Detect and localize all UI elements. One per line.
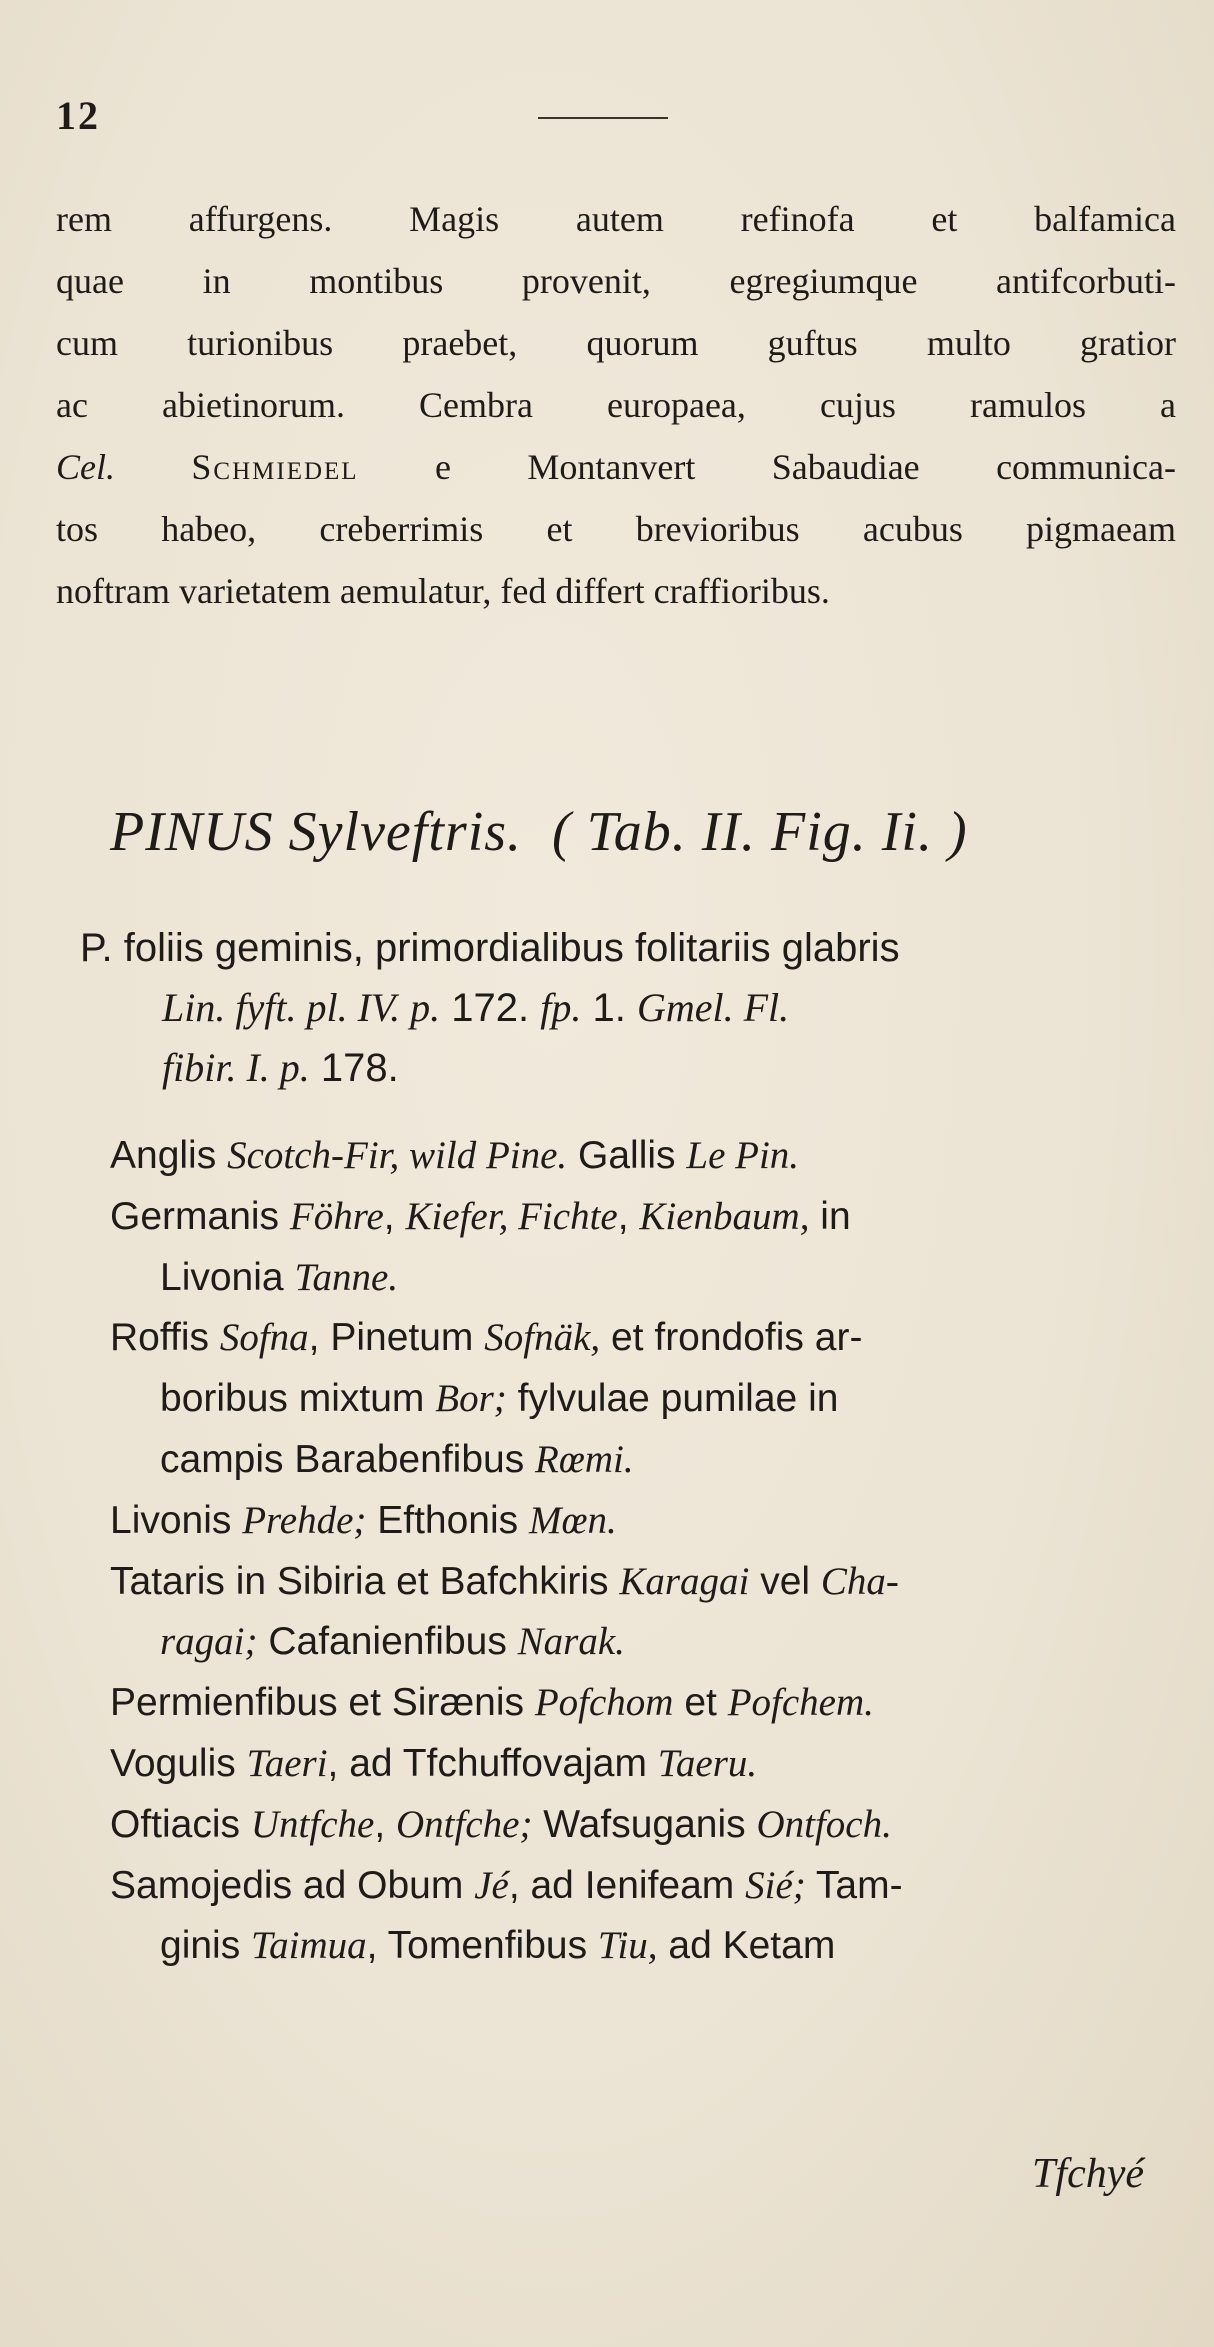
synonym-line: [110, 1856, 1170, 1917]
text-run: Oftiacis: [110, 1802, 251, 1846]
synonym-line: [110, 1248, 1170, 1309]
abbrev-cel: Cel.: [56, 447, 115, 487]
text-run: Gallis: [567, 1134, 687, 1177]
synonym-line: [110, 1369, 1170, 1430]
text-run: Permienfibus et Sirænis: [110, 1681, 535, 1725]
synonym-line: [110, 1734, 1170, 1795]
citation: fp.: [540, 985, 582, 1030]
catchword: Tfchyé: [1032, 2151, 1144, 2197]
text-run: , Pinetum: [308, 1316, 485, 1360]
synonym-line: [110, 1552, 1170, 1613]
page-header: [56, 92, 1214, 142]
text-run: ,: [383, 1194, 406, 1238]
vernacular-name: Ontfche;: [396, 1802, 533, 1846]
plate-reference: ( Tab. II. Fig. Ii. ): [552, 801, 968, 863]
text-run: fylvulae pumilae in: [506, 1377, 839, 1421]
text-line: [56, 436, 1176, 498]
vernacular-name: Tiu,: [597, 1924, 658, 1968]
page-number: 12: [56, 93, 100, 138]
text-run: ,: [374, 1802, 397, 1846]
text-run: 178.: [309, 1046, 399, 1090]
vernacular-name: Kienbaum,: [639, 1194, 810, 1238]
vernacular-name: Rœmi.: [535, 1437, 634, 1481]
vernacular-name: Prehde;: [242, 1498, 367, 1542]
text-line: noftram varietatem aemulatur, fed differt craffioribus.: [56, 571, 830, 611]
text-run: Cafanienfibus: [257, 1620, 518, 1664]
vernacular-name: Jé: [474, 1863, 509, 1907]
vernacular-name: Mœn.: [529, 1498, 617, 1542]
text-run: , ad Tfchuffovajam: [327, 1741, 658, 1785]
synonym-line: [110, 1795, 1170, 1856]
text-line: quae in montibus provenit, egregiumque antifcorbuti-: [56, 261, 1176, 301]
text-line: cum turionibus praebet, quorum guftus multo gratior: [56, 323, 1176, 363]
vernacular-name: Sofna: [219, 1316, 309, 1360]
vernacular-name: Sofnäk,: [484, 1316, 601, 1360]
vernacular-name: Pofchem.: [727, 1681, 874, 1725]
text-run: Roffis: [110, 1316, 220, 1360]
synonym-line: [110, 1916, 1170, 1977]
text-run: Samojedis ad Obum: [110, 1863, 475, 1907]
text-run: ad Ketam: [657, 1924, 836, 1968]
vernacular-name: Ontfoch.: [756, 1802, 892, 1846]
vernacular-name: Narak.: [517, 1620, 625, 1664]
diagnosis-line: [80, 1038, 1170, 1098]
species-heading: [110, 800, 968, 864]
text-run: Tam-: [805, 1863, 903, 1907]
vernacular-name: Taeri: [246, 1741, 328, 1785]
text-run: Efthonis: [366, 1498, 529, 1542]
header-rule: [538, 117, 668, 119]
text-run: , Tomenfibus: [366, 1924, 598, 1968]
synonym-line: [110, 1612, 1170, 1673]
synonym-line: [110, 1491, 1170, 1552]
text-run: ginis: [160, 1924, 252, 1968]
vernacular-name: Tanne.: [294, 1255, 399, 1299]
text-run: Germanis: [110, 1194, 290, 1238]
vernacular-names: [110, 1126, 1170, 1977]
text-run: Livonis: [110, 1498, 243, 1542]
vernacular-name: Bor;: [435, 1377, 507, 1421]
diagnosis-line: P. foliis geminis, primordialibus folitariis glabris: [80, 926, 900, 970]
vernacular-name: Taeru.: [657, 1741, 758, 1785]
intro-paragraph: [56, 188, 1176, 622]
vernacular-name: Taimua: [251, 1924, 367, 1968]
synonym-line: [110, 1430, 1170, 1491]
text-run: Vogulis: [110, 1741, 247, 1785]
genus-name: PINUS: [110, 801, 274, 863]
text-run: et: [673, 1681, 728, 1725]
species-epithet: Sylveftris.: [288, 801, 523, 863]
synonym-line: [110, 1673, 1170, 1734]
vernacular-name: Scotch-Fir, wild Pine.: [227, 1134, 568, 1177]
synonym-line: [110, 1308, 1170, 1369]
author-name: Schmiedel: [191, 447, 359, 487]
text-run: e Montanvert Sabaudiae communica-: [358, 447, 1176, 487]
text-run: et frondofis ar-: [600, 1316, 863, 1360]
text-run: ,: [617, 1194, 640, 1238]
vernacular-name: Sié;: [745, 1863, 806, 1907]
vernacular-name: Le Pin.: [686, 1134, 800, 1177]
vernacular-name: ragai;: [160, 1620, 258, 1664]
text-line: tos habeo, creberrimis et brevioribus acubus pigmaeam: [56, 509, 1176, 549]
text-run: campis Barabenfibus: [160, 1437, 536, 1481]
vernacular-name: Karagai: [619, 1559, 750, 1603]
text-line: ac abietinorum. Cembra europaea, cujus ramulos a: [56, 385, 1176, 425]
diagnosis: [80, 918, 1170, 1098]
text-line: rem affurgens. Magis autem refinofa et balfamica: [56, 199, 1176, 239]
citation: Lin. fyft. pl. IV. p.: [162, 985, 441, 1030]
synonym-line: [110, 1126, 1170, 1187]
text-run: in: [809, 1194, 851, 1238]
text-run: 1.: [581, 986, 637, 1030]
vernacular-name: Kiefer, Fichte: [405, 1194, 618, 1238]
vernacular-name: Föhre: [289, 1194, 384, 1238]
text-run: , ad Ienifeam: [508, 1863, 746, 1907]
text-run: Wafsuganis: [532, 1802, 757, 1846]
vernacular-name: Untfche: [250, 1802, 375, 1846]
text-run: Tataris in Sibiria et Bafchkiris: [110, 1559, 620, 1603]
text-run: vel: [749, 1559, 821, 1603]
vernacular-name: Pofchom: [534, 1681, 674, 1725]
diagnosis-line: [80, 978, 1170, 1038]
vernacular-name: Cha-: [820, 1559, 899, 1603]
citation: fibir. I. p.: [162, 1045, 310, 1090]
citation: Gmel. Fl.: [636, 985, 790, 1030]
text-run: Anglis: [110, 1134, 228, 1177]
text-run: Livonia: [160, 1255, 295, 1299]
synonym-line: [110, 1187, 1170, 1248]
text-run: boribus mixtum: [160, 1377, 436, 1421]
text-run: 172.: [440, 986, 541, 1030]
